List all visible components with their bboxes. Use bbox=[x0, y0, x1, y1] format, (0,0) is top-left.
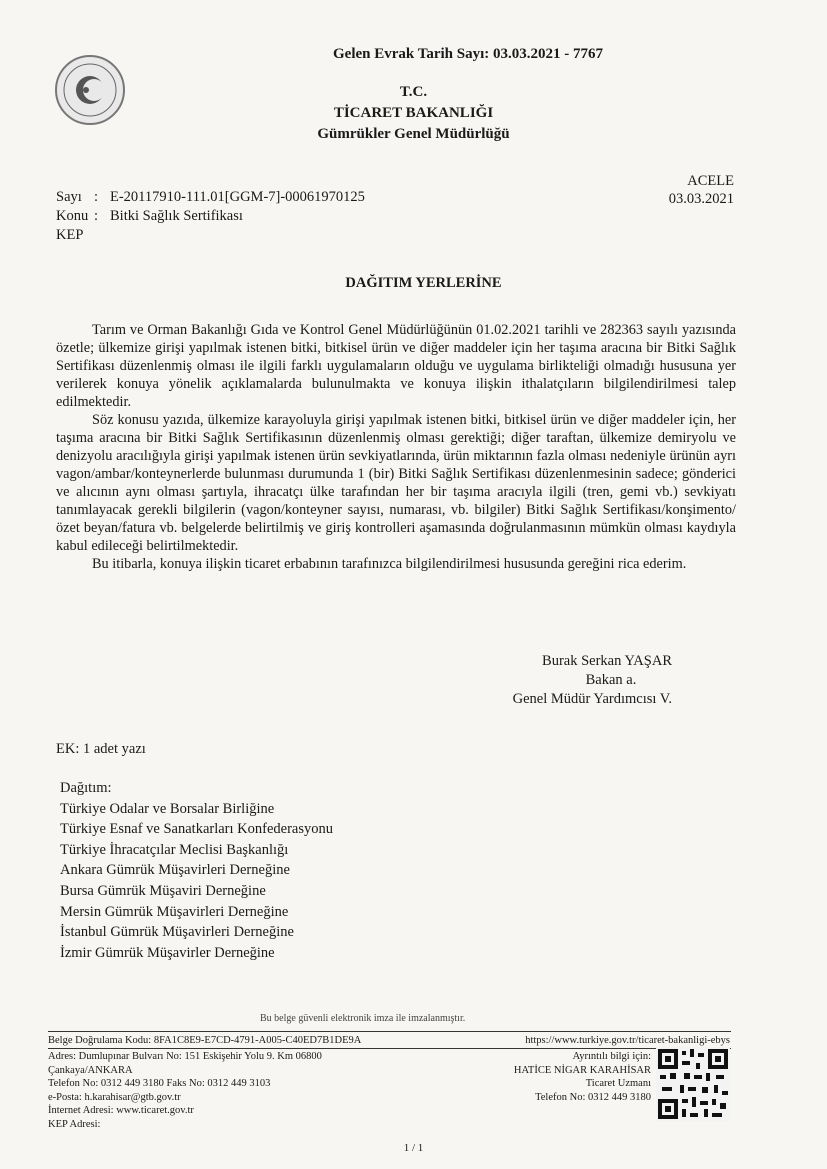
address-line: Çankaya/ANKARA bbox=[48, 1064, 133, 1076]
urgency-label: ACELE bbox=[687, 173, 734, 189]
distribution-list bbox=[60, 778, 333, 963]
list-item: Türkiye Esnaf ve Sanatkarları Konfederasyonu bbox=[60, 821, 333, 838]
kep-key: KEP bbox=[56, 227, 84, 243]
signer-name: Burak Serkan YAŞAR bbox=[542, 653, 672, 669]
contact-name: HATİCE NİGAR KARAHİSAR bbox=[513, 1064, 651, 1076]
qr-code-icon bbox=[656, 1047, 730, 1121]
konu-value: Bitki Sağlık Sertifikası bbox=[110, 208, 243, 224]
contact-phone: Telefon No: 0312 449 3180 bbox=[535, 1091, 651, 1103]
signer-title: Genel Müdür Yardımcısı V. bbox=[512, 691, 672, 707]
kep-address: KEP Adresi: bbox=[48, 1118, 101, 1130]
list-item: Türkiye İhracatçılar Meclisi Başkanlığı bbox=[60, 841, 289, 858]
info-label: Ayrıntılı bilgi için: bbox=[572, 1051, 651, 1062]
list-item: Bursa Gümrük Müşaviri Derneğine bbox=[60, 882, 266, 899]
distribution-label: Dağıtım: bbox=[60, 780, 112, 796]
page-number: 1 / 1 bbox=[403, 1142, 424, 1154]
paragraph: Tarım ve Orman Bakanlığı Gıda ve Kontrol Genel Müdürlüğünün 01.02.2021 tarihli ve 282363 sayılı yazısında özetle; ülkemize girişi yapılmak istenen bitki, bitkisel ürün ve diğer maddeler için her taşıma aracına bir Bitki Sağlık Sertifikası düzenlenmiş olması ile ilgili farklı uygulamaların olduğu ve uygulama birlikteliği olmadığı hususuna yer verilerek konuya yönelik açıklamalarda bulunulmakta ve konuya ilişkin ithalatçıların bilgilendirilmesi talep edilmektedir. bbox=[56, 322, 736, 410]
info-contact bbox=[514, 1050, 651, 1104]
attachment-note: EK: 1 adet yazı bbox=[56, 741, 146, 757]
web-address[interactable]: İnternet Adresi: www.ticaret.gov.tr bbox=[48, 1105, 194, 1116]
sayi-key: Sayı bbox=[56, 189, 82, 205]
page-title: DAĞITIM YERLERİNE bbox=[345, 275, 502, 291]
letterhead bbox=[0, 82, 827, 145]
ministry-name: TİCARET BAKANLIĞI bbox=[333, 105, 494, 121]
contact-title: Ticaret Uzmanı bbox=[585, 1078, 651, 1089]
email-address[interactable]: e-Posta: h.karahisar@gtb.gov.tr bbox=[48, 1091, 181, 1103]
list-item: Ankara Gümrük Müşavirleri Derneğine bbox=[60, 862, 290, 879]
sayi-value: E-20117910-111.01[GGM-7]-00061970125 bbox=[110, 189, 365, 205]
signature-block bbox=[510, 652, 672, 709]
colon: : bbox=[94, 208, 99, 224]
footer-divider bbox=[48, 1048, 731, 1049]
document-meta bbox=[56, 188, 365, 245]
signer-authority: Bakan a. bbox=[585, 672, 637, 688]
paragraph: Söz konusu yazıda, ülkemize karayoluyla girişi yapılmak istenen bitki, bitkisel ürün ve diğer maddeler için, her taşıma aracına bir Bitki Sağlık Sertifikasının düzenlenmiş olması gerektiği; diğer taraftan, ülkemize demiryolu ve denizyolu aracılığıyla girişi yapılmak istenen ürün sevkiyatlarında, ürün miktarının fazla olması nedeniyle ürünün ayrı vagon/ambar/konteynerlerde bulunması durumunda 1 (bir) Bitki Sağlık Sertifikası düzenlenmesinin sadece; gönderici ve alıcının aynı olması şartıyla, ihracatçı ülke tarafından her bir taşıma aracıyla ilgili (tren, gemi vb.) sevkiyatı tanımlayacak gerekli bilgilerin (vagon/konteyner sayısı, numarası, vb. bilgiler) Bitki Sağlık Sertifikası/konşimento/özet beyan/fatura vb. belgelerde belirtilmiş ve giriş kontrolleri aşamasında doğrulanmasının mümkün olması kaydıyla kabul edileceği belirtilmektedir. bbox=[56, 412, 736, 554]
incoming-reference: Gelen Evrak Tarih Sayı: 03.03.2021 - 7767 bbox=[333, 46, 604, 62]
verification-code: Belge Doğrulama Kodu: 8FA1C8E9-E7CD-4791-A005-C40ED7B1DE9A bbox=[48, 1035, 362, 1046]
list-item: İstanbul Gümrük Müşavirleri Derneğine bbox=[60, 924, 294, 941]
document-date: 03.03.2021 bbox=[668, 191, 734, 207]
footer-divider bbox=[48, 1031, 731, 1032]
urgency-block bbox=[669, 172, 734, 208]
list-item: İzmir Gümrük Müşavirler Derneğine bbox=[60, 944, 275, 961]
list-item: Türkiye Odalar ve Borsalar Birliğine bbox=[60, 800, 275, 817]
footer-contact bbox=[48, 1050, 322, 1131]
konu-key: Konu bbox=[56, 208, 89, 224]
phone-fax: Telefon No: 0312 449 3180 Faks No: 0312 449 3103 bbox=[48, 1078, 271, 1089]
colon: : bbox=[94, 189, 99, 205]
list-item: Mersin Gümrük Müşavirleri Derneğine bbox=[60, 903, 289, 920]
directorate-name: Gümrükler Genel Müdürlüğü bbox=[317, 126, 510, 142]
paragraph: Bu itibarla, konuya ilişkin ticaret erbabının tarafınızca bilgilendirilmesi hususunda gereğini rica ederim. bbox=[92, 556, 687, 572]
address-line: Adres: Dumlupınar Bulvarı No: 151 Eskişehir Yolu 9. Km 06800 bbox=[48, 1051, 322, 1062]
letter-body bbox=[56, 321, 736, 573]
e-signature-note: Bu belge güvenli elektronik imza ile imzalanmıştır. bbox=[260, 1013, 466, 1024]
tc-label: T.C. bbox=[399, 84, 428, 100]
verification-url[interactable]: https://www.turkiye.gov.tr/ticaret-bakanligi-ebys bbox=[525, 1035, 730, 1046]
